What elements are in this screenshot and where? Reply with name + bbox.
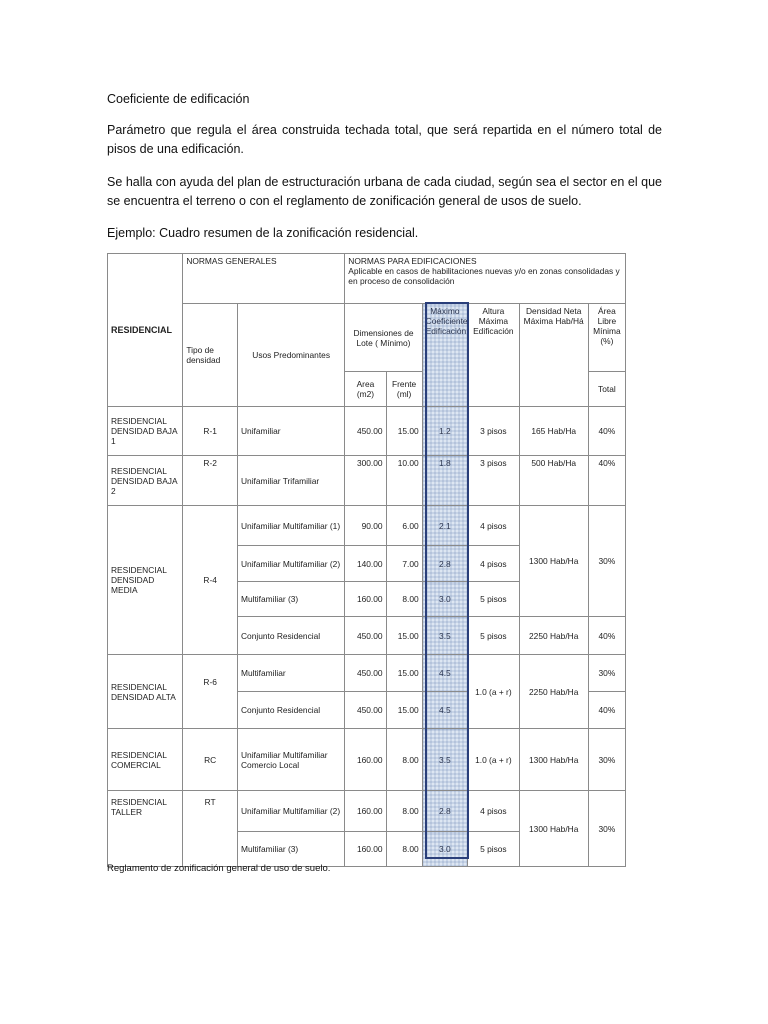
paragraph-method: Se halla con ayuda del plan de estructuración urbana de cada ciudad, según sea el sector en el que se encuentra el terreno o con el reglamento de zonificación general de usos de suelo.: [107, 175, 662, 208]
frente-cell: 8.00: [386, 791, 422, 832]
frente-cell: 7.00: [386, 546, 422, 582]
uso-cell: Unifamiliar Trifamiliar: [237, 456, 344, 506]
coef-cell: 1.8: [422, 456, 467, 506]
header-area: Area (m2): [345, 372, 386, 407]
altura-cell: 5 pisos: [468, 582, 520, 617]
header-normas-generales: NORMAS GENERALES: [183, 254, 345, 304]
libre-cell: 30%: [588, 506, 625, 617]
tipo-cell: R-1: [183, 407, 238, 456]
header-total: Total: [588, 372, 625, 407]
altura-cell: 4 pisos: [468, 506, 520, 546]
paragraph-definition: Parámetro que regula el área construida techada total, que será repartida en el número total de pisos de una edificación.: [107, 123, 662, 156]
uso-cell: Conjunto Residencial: [237, 692, 344, 729]
area-cell: 450.00: [345, 407, 386, 456]
header-maximo-coeficiente: Máximo Coeficiente Edificación: [422, 304, 467, 407]
coef-cell: 4.5: [422, 655, 467, 692]
area-cell: 300.00: [345, 456, 386, 506]
table-row: [108, 407, 626, 456]
tipo-cell: R-4: [183, 506, 238, 655]
area-cell: 160.00: [345, 582, 386, 617]
area-cell: 450.00: [345, 655, 386, 692]
zona-cell: RESIDENCIAL DENSIDAD BAJA 1: [108, 407, 183, 456]
frente-cell: 8.00: [386, 582, 422, 617]
coef-cell: 4.5: [422, 692, 467, 729]
area-cell: 90.00: [345, 506, 386, 546]
uso-cell: Multifamiliar: [237, 655, 344, 692]
coef-cell: 2.8: [422, 791, 467, 832]
altura-cell: 3 pisos: [468, 407, 520, 456]
zona-cell: RESIDENCIAL DENSIDAD BAJA 2: [108, 456, 183, 506]
uso-cell: Unifamiliar Multifamiliar (2): [237, 546, 344, 582]
uso-cell: Unifamiliar Multifamiliar (1): [237, 506, 344, 546]
frente-cell: 15.00: [386, 617, 422, 655]
uso-cell: Unifamiliar Multifamiliar (2): [237, 791, 344, 832]
libre-cell: 30%: [588, 655, 625, 692]
zona-cell: RESIDENCIAL DENSIDAD MEDIA: [108, 506, 183, 655]
tipo-cell: R-2: [183, 456, 238, 506]
uso-cell: Multifamiliar (3): [237, 832, 344, 867]
header-residencial: RESIDENCIAL: [108, 254, 183, 407]
header-area-libre: Área Libre Mínima (%): [588, 304, 625, 372]
header-tipo-densidad: Tipo de densidad: [183, 304, 238, 407]
densidad-cell: 1300 Hab/Ha: [519, 729, 588, 791]
uso-cell: Unifamiliar: [237, 407, 344, 456]
table-row: [108, 729, 626, 791]
densidad-cell: 500 Hab/Ha: [519, 456, 588, 506]
tipo-cell: RC: [183, 729, 238, 791]
altura-cell: 1.0 (a + r): [468, 729, 520, 791]
coef-cell: 2.1: [422, 506, 467, 546]
table-row: [108, 506, 626, 546]
table-caption: Reglamento de zonificación general de uso de suelo.: [107, 863, 331, 874]
header-usos: Usos Predominantes: [237, 304, 344, 407]
coef-cell: 2.8: [422, 546, 467, 582]
libre-cell: 30%: [588, 729, 625, 791]
uso-cell: Conjunto Residencial: [237, 617, 344, 655]
altura-cell: 5 pisos: [468, 832, 520, 867]
altura-cell: 1.0 (a + r): [468, 655, 520, 729]
altura-cell: 4 pisos: [468, 791, 520, 832]
header-densidad: Densidad Neta Máxima Hab/Há: [519, 304, 588, 407]
libre-cell: 40%: [588, 456, 625, 506]
altura-cell: 3 pisos: [468, 456, 520, 506]
header-altura: Altura Máxima Edificación: [468, 304, 520, 407]
frente-cell: 10.00: [386, 456, 422, 506]
coef-cell: 3.5: [422, 729, 467, 791]
densidad-cell: 2250 Hab/Ha: [519, 617, 588, 655]
densidad-cell: 2250 Hab/Ha: [519, 655, 588, 729]
altura-cell: 4 pisos: [468, 546, 520, 582]
area-cell: 450.00: [345, 692, 386, 729]
densidad-cell: 165 Hab/Ha: [519, 407, 588, 456]
zona-cell: RESIDENCIAL TALLER: [108, 791, 183, 867]
frente-cell: 8.00: [386, 729, 422, 791]
densidad-cell: 1300 Hab/Ha: [519, 506, 588, 617]
table-row: [108, 456, 626, 506]
frente-cell: 15.00: [386, 407, 422, 456]
zoning-table: [107, 253, 626, 867]
libre-cell: 40%: [588, 692, 625, 729]
area-cell: 140.00: [345, 546, 386, 582]
header-dimensiones: Dimensiones de Lote ( Mínimo): [345, 304, 422, 372]
area-cell: 160.00: [345, 729, 386, 791]
tipo-cell: R-6: [183, 655, 238, 729]
table-row: [108, 655, 626, 692]
header-normas-edificaciones: [345, 254, 626, 304]
frente-cell: 15.00: [386, 692, 422, 729]
libre-cell: 40%: [588, 407, 625, 456]
coef-cell: 3.5: [422, 617, 467, 655]
frente-cell: 8.00: [386, 832, 422, 867]
zona-cell: RESIDENCIAL DENSIDAD ALTA: [108, 655, 183, 729]
libre-cell: 30%: [588, 791, 625, 867]
area-cell: 450.00: [345, 617, 386, 655]
header-frente: Frente (ml): [386, 372, 422, 407]
frente-cell: 15.00: [386, 655, 422, 692]
coef-cell: 3.0: [422, 832, 467, 867]
densidad-cell: 1300 Hab/Ha: [519, 791, 588, 867]
header-normas-edificaciones-sub: Aplicable en casos de habilitaciones nuevas y/o en zonas consolidadas y en proceso de consolidación: [348, 266, 620, 286]
area-cell: 160.00: [345, 791, 386, 832]
table-row: [108, 791, 626, 832]
coef-cell: 3.0: [422, 582, 467, 617]
zona-cell: RESIDENCIAL COMERCIAL: [108, 729, 183, 791]
uso-cell: Multifamiliar (3): [237, 582, 344, 617]
section-heading: Coeficiente de edificación: [107, 92, 250, 106]
libre-cell: 40%: [588, 617, 625, 655]
paragraph-example: Ejemplo: Cuadro resumen de la zonificación residencial.: [107, 226, 419, 240]
tipo-cell: RT: [183, 791, 238, 867]
header-normas-edificaciones-title: NORMAS PARA EDIFICACIONES: [348, 256, 477, 266]
frente-cell: 6.00: [386, 506, 422, 546]
coef-cell: 1.2: [422, 407, 467, 456]
altura-cell: 5 pisos: [468, 617, 520, 655]
area-cell: 160.00: [345, 832, 386, 867]
uso-cell: Unifamiliar Multifamiliar Comercio Local: [237, 729, 344, 791]
